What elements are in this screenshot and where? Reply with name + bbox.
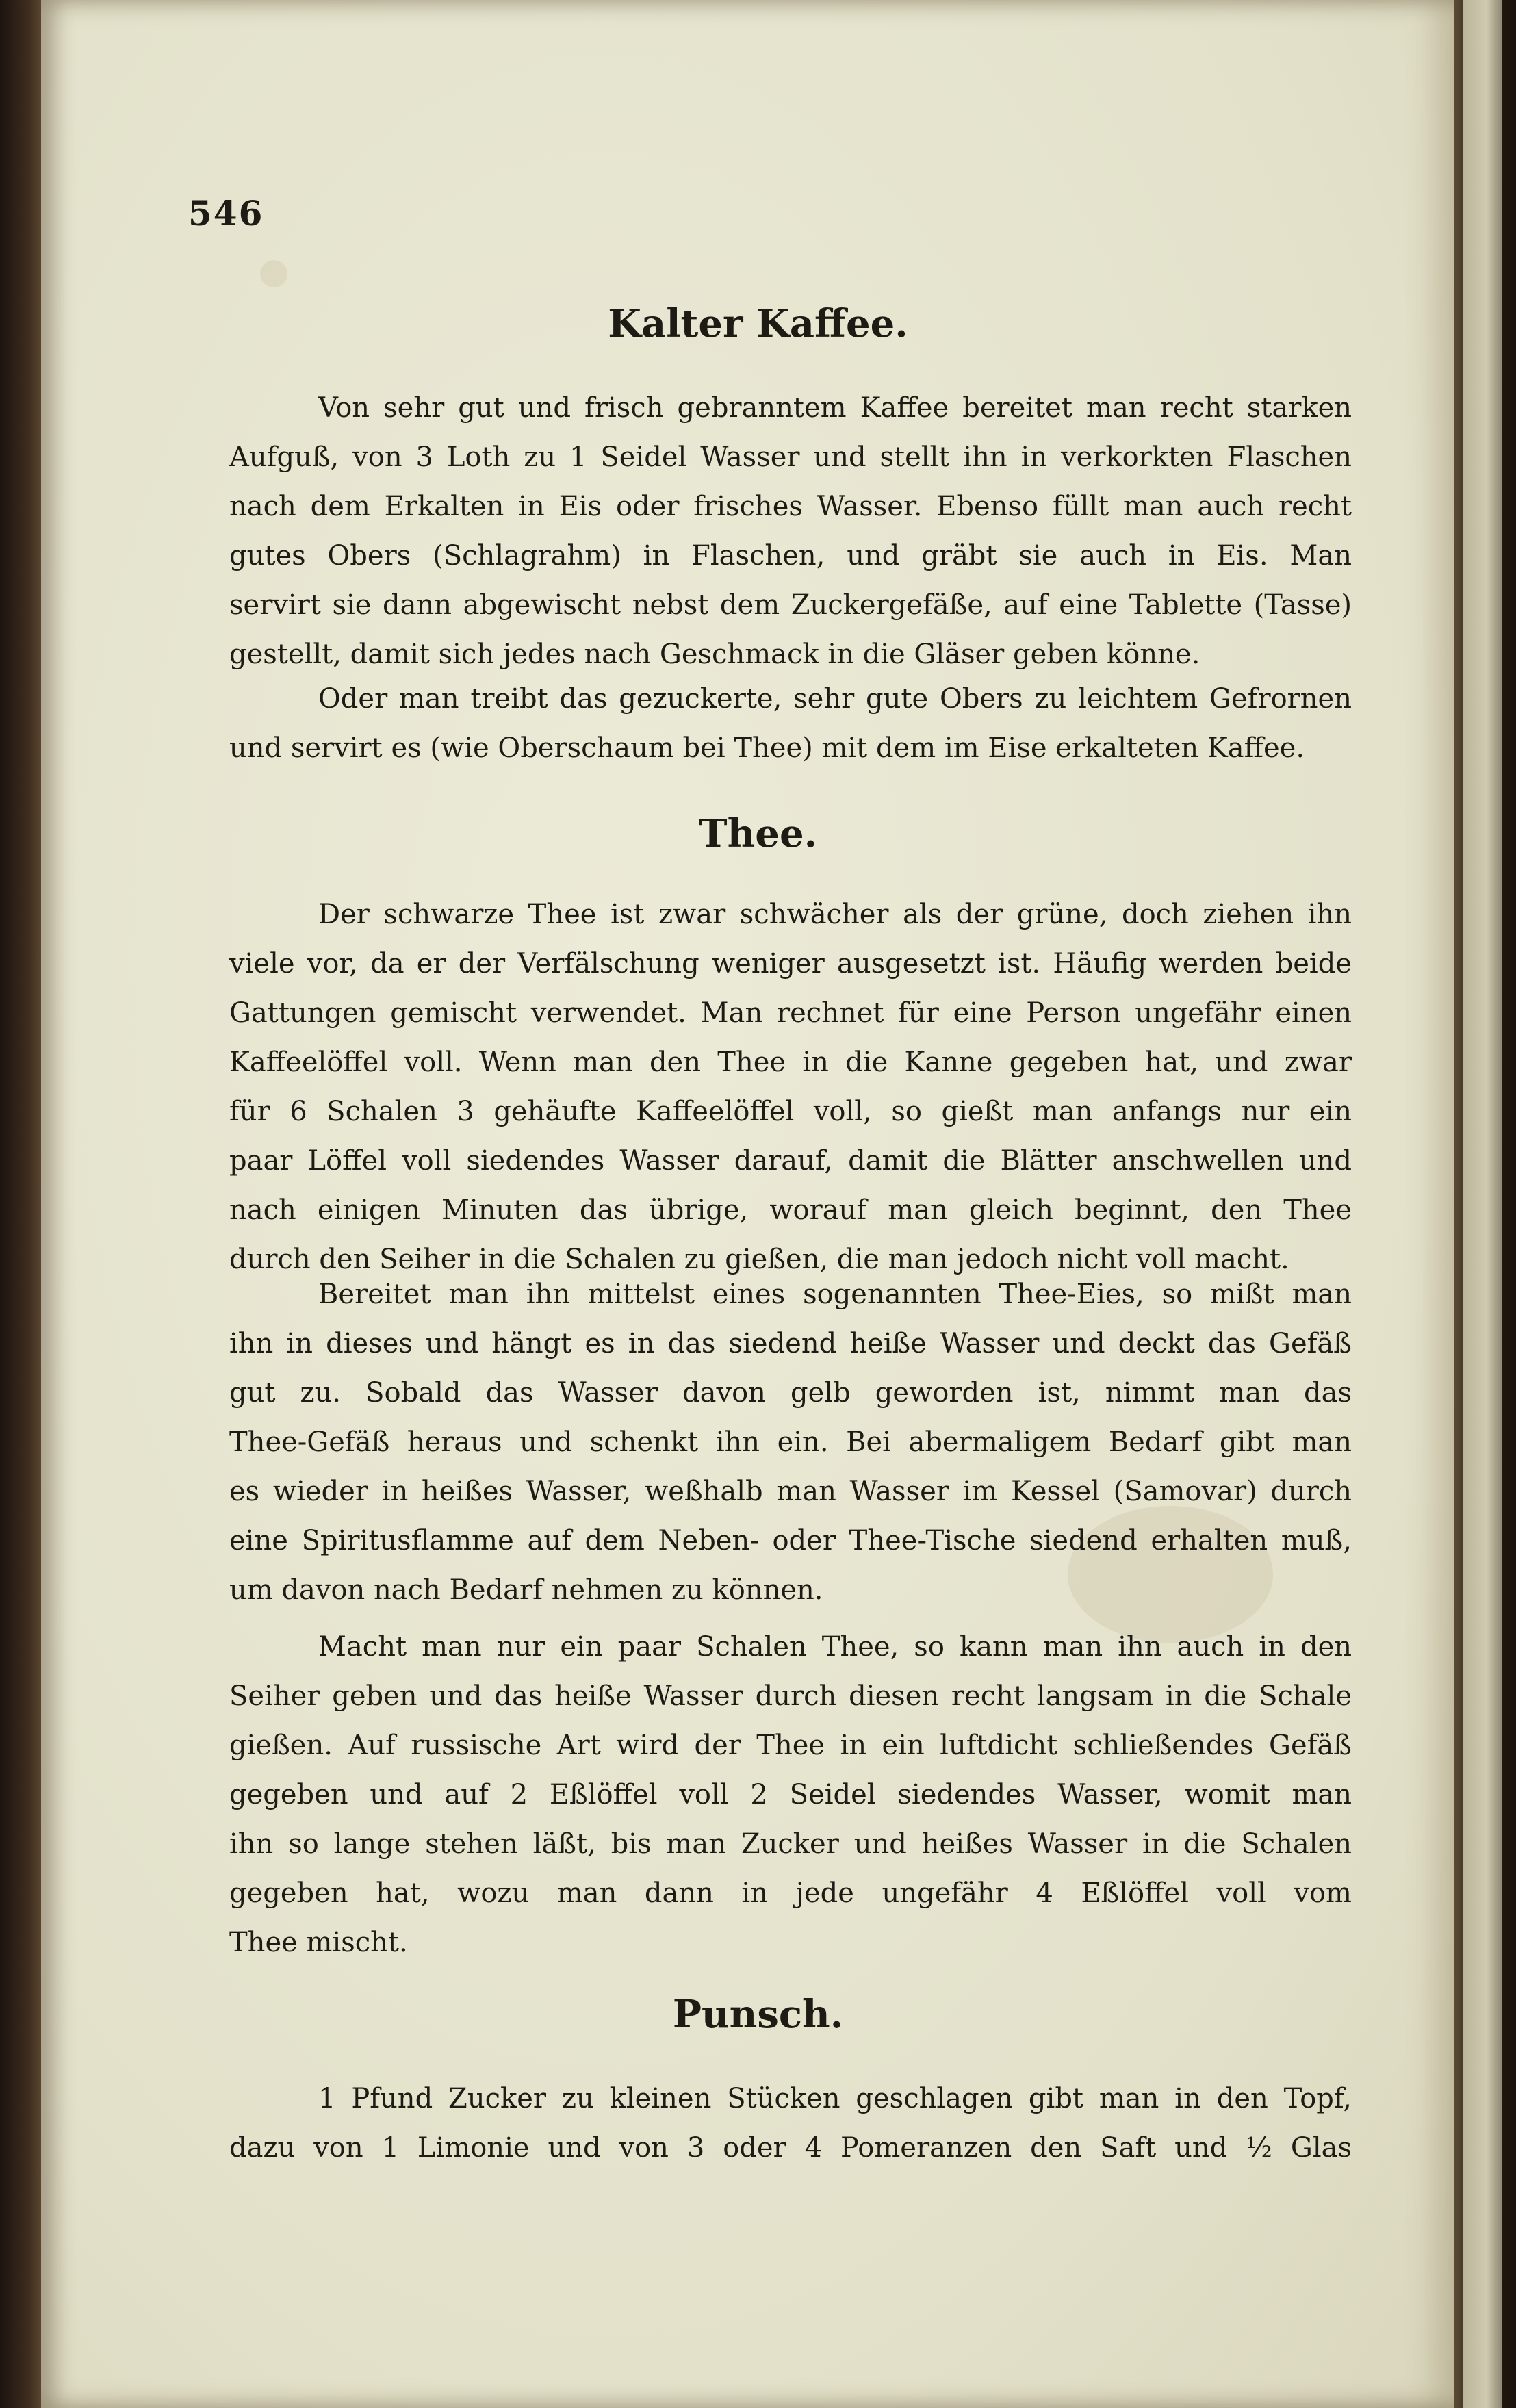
text-line: Macht man nur ein paar Schalen Thee, so kann man ihn auch in den: [318, 1631, 1352, 1663]
text-line: Bereitet man ihn mittelst eines sogenannten Thee-Eies, so mißt man: [318, 1279, 1352, 1310]
text-line: gutes Obers (Schlagrahm) in Flaschen, und gräbt sie auch in Eis. Man: [229, 540, 1352, 572]
text-line: nach dem Erkalten in Eis oder frisches Wasser. Ebenso füllt man auch recht: [229, 491, 1352, 522]
paragraph-kaffee-1: [229, 383, 1352, 679]
text-line: um davon nach Bedarf nehmen zu können.: [229, 1574, 823, 1606]
text-line: Oder man treibt das gezuckerte, sehr gute Obers zu leichtem Gefrornen: [318, 683, 1352, 715]
text-line: dazu von 1 Limonie und von 3 oder 4 Pomeranzen den Saft und ½ Glas: [229, 2132, 1352, 2164]
right-page-edge: [1454, 0, 1516, 2408]
next-page-sliver: [1463, 0, 1502, 2408]
text-line: gießen. Auf russische Art wird der Thee in ein luftdicht schließendes Gefäß: [229, 1730, 1352, 1761]
text-line: servirt sie dann abgewischt nebst dem Zuckergefäße, auf eine Tablette (Tasse): [229, 589, 1352, 621]
text-line: gegeben hat, wozu man dann in jede ungefähr 4 Eßlöffel voll vom: [229, 1878, 1352, 1909]
text-line: Thee mischt.: [229, 1927, 408, 1958]
text-line: Kaffeelöffel voll. Wenn man den Thee in die Kanne gegeben hat, und zwar: [229, 1047, 1352, 1078]
text-line: eine Spiritusflamme auf dem Neben- oder Thee-Tische siedend erhalten muß,: [229, 1525, 1352, 1557]
text-line: Gattungen gemischt verwendet. Man rechnet für eine Person ungefähr einen: [229, 997, 1352, 1029]
text-line: ihn so lange stehen läßt, bis man Zucker und heißes Wasser in die Schalen: [229, 1828, 1352, 1860]
left-binding-edge: [0, 0, 41, 2408]
text-line: gegeben und auf 2 Eßlöffel voll 2 Seidel siedendes Wasser, womit man: [229, 1779, 1352, 1810]
page-number: 546: [188, 193, 264, 233]
text-line: 1 Pfund Zucker zu kleinen Stücken geschlagen gibt man in den Topf,: [318, 2083, 1352, 2114]
text-line: gut zu. Sobald das Wasser davon gelb geworden ist, nimmt man das: [229, 1377, 1352, 1409]
text-line: Seiher geben und das heiße Wasser durch diesen recht langsam in die Schale: [229, 1680, 1352, 1712]
heading-punsch: Punsch.: [672, 1992, 844, 2037]
paragraph-thee-3: [229, 1622, 1352, 1967]
paper-stain: [260, 260, 287, 287]
text-line: für 6 Schalen 3 gehäufte Kaffeelöffel voll, so gießt man anfangs nur ein: [229, 1096, 1352, 1127]
text-line: gestellt, damit sich jedes nach Geschmack in die Gläser geben könne.: [229, 639, 1200, 670]
text-line: Thee-Gefäß heraus und schenkt ihn ein. Bei abermaligem Bedarf gibt man: [229, 1426, 1352, 1458]
heading-thee: Thee.: [698, 811, 818, 856]
text-line: und servirt es (wie Oberschaum bei Thee) mit dem im Eise erkalteten Kaffee.: [229, 732, 1305, 764]
text-line: ihn in dieses und hängt es in das siedend heiße Wasser und deckt das Gefäß: [229, 1328, 1352, 1359]
text-line: Der schwarze Thee ist zwar schwächer als der grüne, doch ziehen ihn: [318, 899, 1352, 930]
paragraph-kaffee-2: [229, 674, 1352, 773]
text-line: paar Löffel voll siedendes Wasser darauf, damit die Blätter anschwellen und: [229, 1145, 1352, 1177]
text-line: Aufguß, von 3 Loth zu 1 Seidel Wasser und stellt ihn in verkorkten Flaschen: [229, 441, 1352, 473]
heading-kalter-kaffee: Kalter Kaffee.: [608, 301, 908, 346]
text-line: durch den Seiher in die Schalen zu gießen, die man jedoch nicht voll macht.: [229, 1244, 1289, 1275]
paragraph-thee-2: [229, 1270, 1352, 1615]
text-line: viele vor, da er der Verfälschung weniger ausgesetzt ist. Häufig werden beide: [229, 948, 1352, 979]
text-line: nach einigen Minuten das übrige, worauf man gleich beginnt, den Thee: [229, 1194, 1352, 1226]
paragraph-thee-1: [229, 890, 1352, 1284]
text-line: Von sehr gut und frisch gebranntem Kaffee bereitet man recht starken: [318, 392, 1352, 424]
paragraph-punsch-1: [229, 2074, 1352, 2173]
text-line: es wieder in heißes Wasser, weßhalb man Wasser im Kessel (Samovar) durch: [229, 1476, 1352, 1507]
